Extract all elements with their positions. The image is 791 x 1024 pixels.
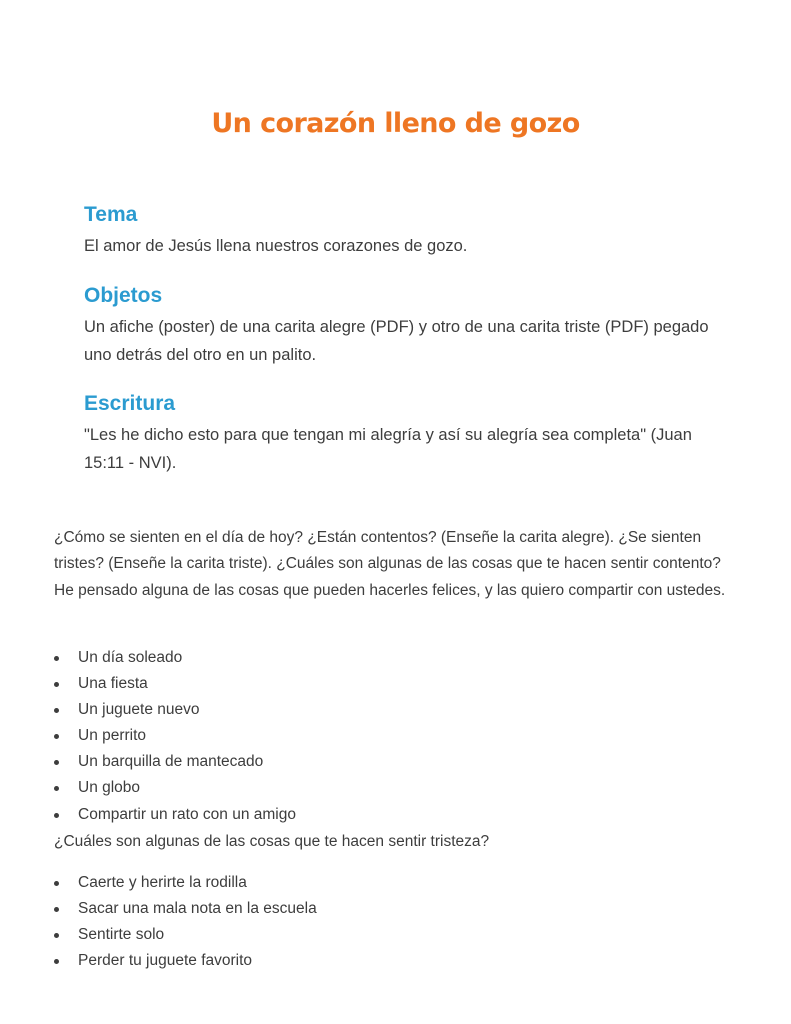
intro-paragraph: ¿Cómo se sienten en el día de hoy? ¿Están contentos? (Enseñe la carita alegre). ¿Se sienten tristes? (Enseñe la carita triste). ¿Cuáles son algunas de las cosas que te hacen sentir contento? He pensado alguna de las cosas que pueden hacerles felices, y las quiero compartir con ustedes.	[54, 529, 726, 599]
bullet-icon	[54, 907, 59, 912]
section-escritura	[84, 391, 724, 477]
list-item-text: Un juguete nuevo	[78, 701, 200, 719]
bullet-icon	[54, 708, 59, 713]
list-item-text: Sacar una mala nota en la escuela	[78, 900, 317, 918]
bullet-icon	[54, 760, 59, 765]
list-item	[54, 922, 744, 948]
bullet-icon	[54, 881, 59, 886]
section-heading-escritura: Escritura	[84, 392, 176, 415]
list-item-text: Perder tu juguete favorito	[78, 952, 253, 970]
list-item-text: Compartir un rato con un amigo	[78, 805, 296, 823]
list-item-text: Sentirte solo	[78, 926, 165, 944]
list-item-text: Caerte y herirte la rodilla	[78, 874, 247, 891]
bullet-icon	[54, 959, 59, 964]
section-heading-objetos: Objetos	[84, 284, 163, 307]
bullet-icon	[54, 682, 59, 687]
list-item	[54, 749, 744, 775]
list-item-text: Una fiesta	[78, 675, 148, 693]
list-item	[54, 723, 744, 749]
section-body-objetos: Un afiche (poster) de una carita alegre (PDF) y otro de una carita triste (PDF) pegado uno detrás del otro en un palito.	[84, 318, 709, 364]
list-item-text: Un barquilla de mantecado	[78, 753, 264, 771]
list-item-text: Un globo	[78, 779, 141, 797]
sad-question: ¿Cuáles son algunas de las cosas que te hacen sentir tristeza?	[54, 833, 490, 850]
happy-things-list	[54, 645, 744, 828]
list-item	[54, 948, 744, 974]
list-item	[54, 896, 744, 922]
list-item	[54, 645, 744, 671]
bullet-icon	[54, 786, 59, 791]
bullet-icon	[54, 933, 59, 938]
bullet-icon	[54, 656, 59, 661]
section-tema	[84, 202, 724, 260]
section-body-tema: El amor de Jesús llena nuestros corazones de gozo.	[84, 237, 468, 255]
list-item	[54, 775, 744, 801]
section-body-escritura: "Les he dicho esto para que tengan mi alegría y así su alegría sea completa" (Juan 15:11 - NVI).	[84, 426, 692, 472]
section-objetos	[84, 283, 724, 369]
section-heading-tema: Tema	[84, 203, 138, 226]
list-item-text: Un día soleado	[78, 649, 183, 666]
page-title: Un corazón lleno de gozo	[211, 108, 580, 139]
list-item	[54, 870, 744, 896]
list-item	[54, 671, 744, 697]
bullet-icon	[54, 813, 59, 818]
sad-things-list	[54, 870, 744, 974]
list-item	[54, 697, 744, 723]
bullet-icon	[54, 734, 59, 739]
list-item-text: Un perrito	[78, 727, 147, 745]
list-item	[54, 802, 744, 828]
